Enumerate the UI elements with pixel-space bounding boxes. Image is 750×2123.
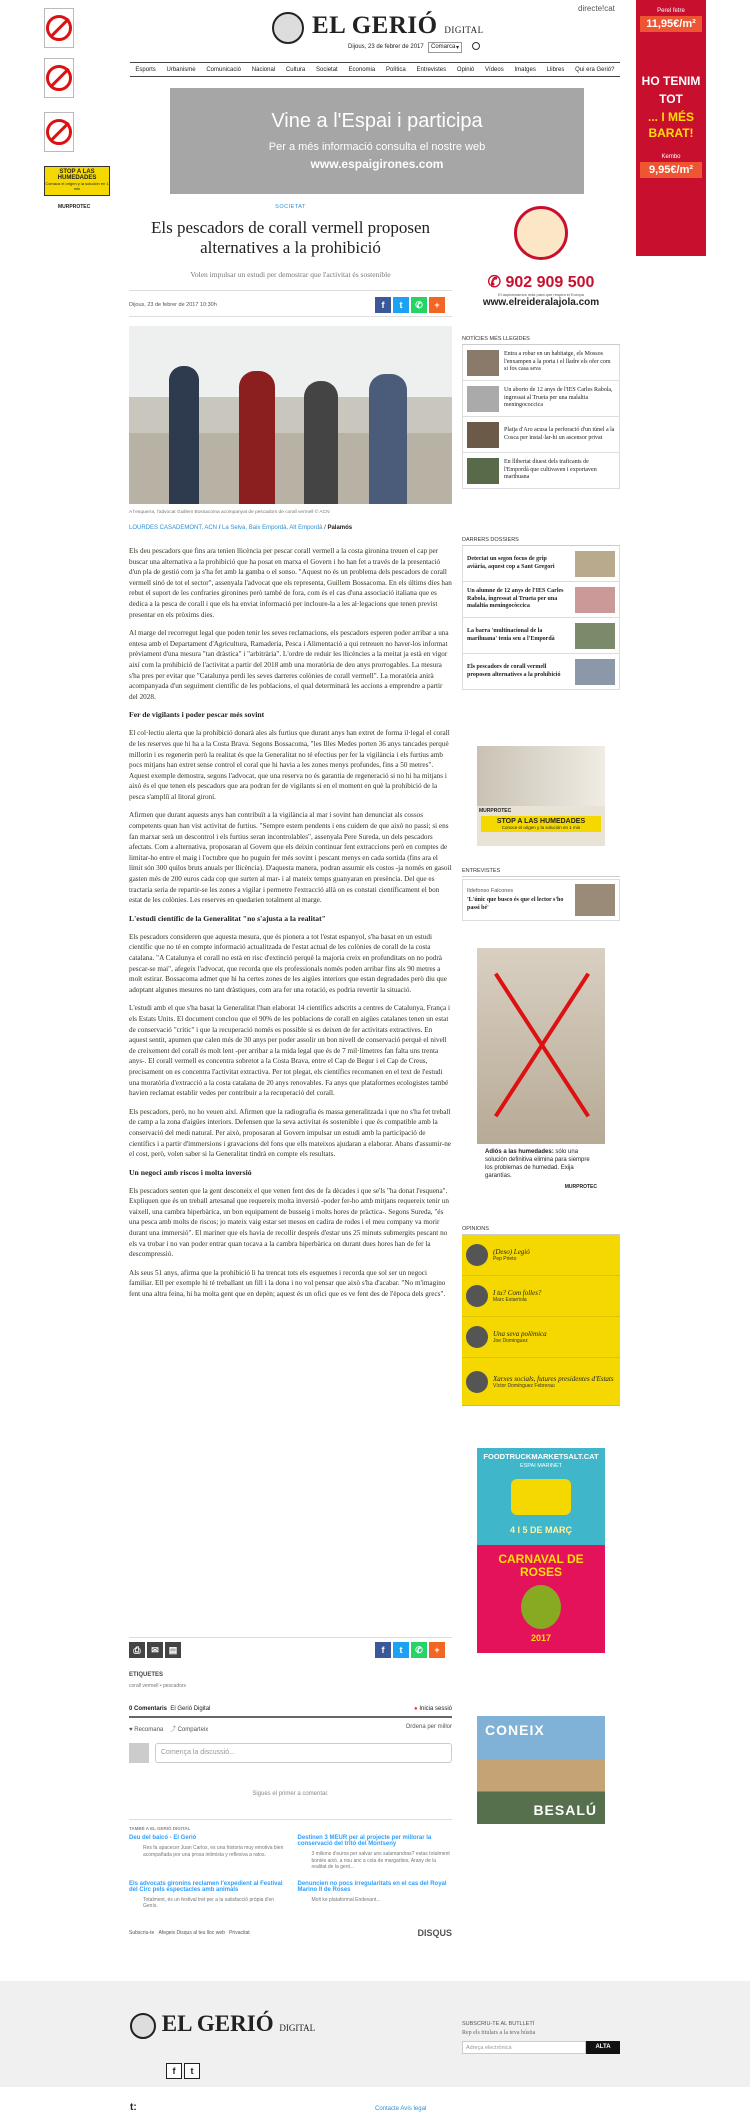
whatsapp-icon[interactable]: ✆ [411, 297, 427, 313]
byline-tags[interactable]: La Selva, Baix Empordà, Alt Empordà [222, 525, 323, 531]
newsletter-sub: Rep els titulars a la teva bústia [462, 2030, 536, 2036]
article-subtitle: Volen impulsar un estudi per demostrar que l'activitat és sostenible [190, 270, 391, 279]
nav-item[interactable]: Esports [135, 66, 156, 73]
ad-humedades-sub: Comaca el origen y la solución en 1 min [45, 181, 109, 191]
interviews [462, 868, 620, 921]
paragraph: Els pescadors senten que la gent desconeix el que venen fent des de fa dècades i que se'ls "ha donat l'esquena". Expliquen que és un treball artesanal que requereix molta inversió -poder fer-ho amb mitjans requereix tenir un vaixell, una cambra hiperbàrica, un bon equipament de busseig i molts hores de pràctica-. Segons Sureda, "és una pesca amb molts de riscos; jo mateix vaig estar set mesos en cadira de rodes i el meu company va morir durant una immersió". El mariner que els havia de recollir després d'estar uns 25 minuts submergits pescant no els va trobar i no van poder entrar quan tocava a la cambra hiperbàrica on durant dues hores han de fer la descompressió. [129, 1186, 449, 1259]
logo-text: EL GERIÓ [312, 12, 438, 39]
sort-dropdown[interactable]: Ordena per millor [405, 1724, 452, 1730]
ad-murprotec-x[interactable] [477, 948, 605, 1208]
ad-humedades-left[interactable] [44, 166, 110, 196]
sidebar-ad-phone[interactable] [462, 206, 620, 314]
comarca-label: Comarca [431, 44, 456, 50]
opinion-title: I tu? Com folles? [493, 1289, 542, 1297]
ad-foodtruck[interactable] [477, 1448, 605, 1556]
opinion-item[interactable] [462, 1317, 620, 1358]
ad-photo [477, 746, 605, 806]
facebook-icon[interactable]: f [375, 1642, 391, 1658]
dossier-item[interactable] [462, 546, 620, 582]
most-read-title: Un aborto de 12 anys de l'IES Carles Rabola, ingressat al Trueta per una malaltia meningococcica [504, 387, 613, 409]
divider [129, 316, 452, 317]
interviews-label: ENTREVISTES [462, 868, 620, 877]
nav-item[interactable]: Qui era Gerió? [575, 66, 615, 73]
recommend-button[interactable]: ♥ Recomana [129, 1727, 164, 1733]
nav-item[interactable]: Política [385, 66, 406, 73]
most-read-item[interactable] [462, 345, 620, 381]
ad-humedades-title: STOP A LAS HUMEDADES [57, 169, 97, 181]
footer-social [166, 2063, 200, 2079]
banner-url: www.espaigirones.com [310, 157, 444, 171]
login-button[interactable] [414, 1706, 452, 1712]
chevron-down-icon: ▾ [455, 45, 459, 51]
avatar [466, 1371, 488, 1393]
ad-besalu[interactable] [477, 1716, 605, 1824]
espai-banner[interactable] [170, 88, 584, 194]
contact-legal-link[interactable]: Contacte Avís legal [375, 2106, 427, 2112]
tags-label: ETIQUETES [129, 1672, 164, 1678]
ad-humedades-sidebar[interactable] [477, 746, 605, 846]
tags-list[interactable]: corall vermell • pescadors [129, 1683, 187, 1689]
also-label: TAMBÉ A EL GERIÓ DIGITAL [129, 1826, 191, 1831]
related-snippet: Res fa apacecer Juan Carlos, es una historia muy emotiva bien acompañada por una prosa intimista y reflexiva a ratos. [143, 1845, 284, 1858]
ad2-sub: Conoce el origen y la solución en 1 min [501, 825, 581, 830]
thumbnail [575, 551, 615, 577]
subscribe-link[interactable]: Subscriu-te [129, 1929, 155, 1936]
ad3-title: Adiós a las humedades: [485, 1149, 554, 1155]
dossiers [462, 537, 620, 690]
paragraph: Afirmen que durant aquests anys han contribuït a la vigilància al mar i sovint han denunciat als cossos competents quan han vist activitat de furtius. "Sempre estem pendents i ens cuidem de que això no passi; si ens fan marxar serà un descontrol i els furtius seran incontrolables", assenyala Pere Sureda, un dels pescadors afectats. Com a alternativa, proposaran al Govern que els deixin continuar fent extraccions però en comptes de limitar-ho entre el maig i l'octubre que ho puguin fer més sovint i pescant menys en cada sortida (fins ara el límit són 300 quilos bruts anuals per llicència). D'aquesta manera, podran assumir els costos -ja només en gasoil gasten més de 200 euros cada cop que surten al mar- i al mateix temps guanyaran en presència. Del que es tractaria seria de repartir-se les zones a vigilar i permetre l'extracció allà on es constati científicament el bon estat de les colònies. Les reserves en quedarien totalment al marge. [129, 811, 452, 905]
thumbnail [575, 659, 615, 685]
dossier-title: La barra 'multinacional de la marihuana' tenia seu a l'Empordà [467, 628, 555, 642]
ad-food-title: FOODTRUCKMARKETSALT.CAT [483, 1452, 599, 1461]
thumbnail [467, 458, 499, 484]
article-photo[interactable] [129, 326, 452, 504]
prohibited-icon [46, 15, 72, 41]
thumbnail [575, 623, 615, 649]
avatar [129, 1743, 149, 1763]
photo-caption: A l'esquerra, l'advocat Guillem Bossacoma acompanyat de pescadors de corall vermell © ACN [129, 510, 330, 515]
print-icon[interactable]: ⎙ [129, 1642, 145, 1658]
paragraph: Al marge del recorregut legal que poden tenir les seves reclamacions, els pescadors esperen poder arribar a una entesa amb el Departament d'Agricultura, Ramaderia, Pesca i Alimentació a qui retreuen no haver-los informat prèviament d'una mesura "tan dràstica" i "arbitrària". L'ordre de reduir les llicències a la meitat ja està en vigor així com la prohibició de l'activitat a partir del 2018 amb una moratòria de deu anys prorrogables. La mesura s'ha pres per evitar que "Catalunya perdi les seves darreres colònies de corall vermell". La moratòria anirà acompanyada d'un seguiment científic de les poblacions, el qual determinarà les accions a emprendre a partir del 2028. [129, 629, 449, 701]
ad3-text [477, 1144, 605, 1184]
search-icon[interactable] [472, 42, 480, 50]
ad-no-sign-1[interactable] [44, 8, 74, 48]
prohibited-icon [46, 119, 72, 145]
plus-share-icon[interactable]: + [429, 1642, 445, 1658]
related-snippet: 3 milions d'euros per salvar uns salamandras? estas totalment boniés això, a nou anc a cola de margarites, Arany de la realitat de la gent... [311, 1851, 450, 1870]
avatar [466, 1244, 488, 1266]
email-input[interactable]: Adreça electrònica [462, 2041, 586, 2054]
recommend-label: Recomana [134, 1727, 164, 1733]
paragraph: El col·lectiu alerta que la prohibició donarà ales als furtius que durant anys han extret de forma il·legal el corall de les reserves que hi ha a la Costa Brava. Segons Bossacoma, "les Illes Medes porten 36 anys tancades perquè millorin i es regenerin però la realitat és que la Generalitat no té efectius per fer la vigilància i els furtius amb pocs mitjans han extret sense control el coral que hi havia a les zones menys profundes, fins a 50 metres". Aquest exemple demostra, segons l'advocat, que una reserva no és garantia de regeneració si no hi ha mitjans i això és el que tenen els pescadors que ara podran fer de vigilants si en el moment en què la prohibició de la pesca s'ampliï al litoral gironí. [129, 729, 450, 801]
thumbnail [467, 350, 499, 376]
share-bar-bottom [375, 1642, 445, 1658]
ad-right-line5: BARAT! [648, 126, 694, 140]
logo-suffix: DIGITAL [444, 25, 484, 35]
ad-phone-sub: El aspiramamos más para que respira el Europa [498, 292, 584, 297]
related-snippet: Molt ke plataformal Endevant... [311, 1896, 381, 1903]
directe-logo[interactable]: directe!cat [578, 4, 615, 13]
opinion-author: Marc Estarriola [493, 1297, 527, 1303]
ad-right-price2: 9,95€/m² [640, 162, 702, 178]
ad2-title: STOP A LAS HUMEDADES [496, 818, 586, 825]
thumbnail [467, 386, 499, 412]
nav-item[interactable]: Llibres [546, 66, 565, 73]
share-button[interactable]: ⤴ Comparteix [169, 1727, 209, 1733]
footer-logo[interactable] [130, 2011, 315, 2039]
privacy-link[interactable]: Privacitat [229, 1929, 250, 1936]
bottom-logo: t: [130, 2102, 137, 2113]
article-body [129, 546, 452, 1308]
ad-no-sign-2[interactable] [44, 58, 74, 98]
ad-emblem [514, 206, 568, 260]
ad-right-price1: 11,95€/m² [640, 16, 702, 32]
ad-phone-text: 902 909 500 [505, 274, 595, 291]
site-header [130, 0, 620, 60]
ad-right-skyscraper[interactable] [636, 0, 706, 256]
most-read-title: Platja d'Aro acusa la perforació d'un túnel a la Cosca per instal·lar-hi un ascensor privat [504, 427, 615, 441]
banner-title: Vine a l'Espai i participa [271, 110, 483, 132]
ad-food-sub: ESPAI MARINET [519, 1463, 563, 1469]
email-icon[interactable]: ✉ [147, 1642, 163, 1658]
twitter-icon[interactable]: t [393, 297, 409, 313]
most-read-item[interactable] [462, 381, 620, 417]
share-label: Comparteix [177, 1727, 209, 1733]
document-icon[interactable]: ▤ [165, 1642, 181, 1658]
avatar [466, 1326, 488, 1348]
plus-share-icon[interactable]: + [429, 297, 445, 313]
person [369, 374, 407, 504]
article-title: Els pescadors de corall vermell proposen alternatives a la prohibició [151, 218, 430, 257]
opinion-author: Pep Prieto [493, 1256, 517, 1262]
opinion-title: (Deso) Legió [493, 1248, 530, 1256]
ad-crossed-image [477, 948, 605, 1144]
person [304, 381, 338, 504]
related-link[interactable]: Deu del balcó - El Gerió [129, 1835, 197, 1841]
paragraph: Els deu pescadors que fins ara tenien llicència per pescar corall vermell a la costa gironina treuen el cap per buscar una alternativa a la prohibició que ha posat en marxa el Govern i ho han fet a través de la presentació d'un pla de gestió com ja s'ha fet amb la gamba o el sonso. "Aquest no és un problema dels pescadors de corall vermell sinó de tot el sector", assenyala l'advocat que els representa, Guillem Bossacoma. En els últims dies han rebut el suport de les confraries gironines però també de fora, com és el cas d'una associació italiana que es dedica a la pesca de corall i que els ha enviat informació per incloure-la a les al·legacions que tenen previst presentar en els pròxims dies. [129, 547, 452, 619]
add-disqus-link[interactable]: Afegeix Disqus al teu lloc web [158, 1929, 225, 1936]
related-snippet: Totalment, és un festival tret per a la satisfacció pròpia d'en Genís. [143, 1896, 275, 1909]
byline-author[interactable]: LOURDES CASADEMONT, ACN [129, 525, 218, 531]
opinion-title: Xarxes socials, futures presidentes d'Estats [493, 1374, 614, 1383]
footer [0, 1981, 750, 2087]
twitter-icon[interactable]: t [393, 1642, 409, 1658]
prohibited-icon [46, 65, 72, 91]
ad-right-line2: HO TENIM [641, 74, 701, 88]
facebook-icon[interactable]: f [166, 2063, 182, 2079]
ad2-banner [481, 816, 601, 832]
footer-logo-text: EL GERIÓ [161, 2011, 274, 2036]
article-section[interactable]: SOCIETAT [275, 204, 306, 210]
nav-item[interactable]: Vídeos [485, 66, 504, 73]
ad-carnaval-year: 2017 [530, 1633, 552, 1643]
main-nav [130, 62, 620, 77]
ad-conex: CONEIX [485, 1722, 545, 1738]
opinions-label: OPINIONS [462, 1226, 620, 1235]
login-label: Inicia sessió [419, 1706, 452, 1712]
nav-item[interactable]: Opinió [456, 66, 475, 73]
byline: LOURDES CASADEMONT, ACN / La Selva, Baix Empordà, Alt Empordà / Palamós [129, 525, 353, 531]
truck-icon [511, 1479, 571, 1515]
comarca-select[interactable] [428, 42, 462, 53]
facebook-icon[interactable]: f [375, 297, 391, 313]
person [239, 371, 275, 504]
most-read [462, 336, 620, 489]
section-heading: L'estudi científic de la Generalitat "no s'ajusta a la realitat" [129, 913, 326, 923]
whatsapp-icon[interactable]: ✆ [411, 1642, 427, 1658]
ad-right-line1: Perel fetre [657, 8, 685, 14]
site-logo[interactable] [312, 12, 484, 40]
thumbnail [575, 587, 615, 613]
thumbnail [575, 884, 615, 916]
ad-carnaval[interactable] [477, 1545, 605, 1653]
ad3-body: sólo una solución definitiva elimina para siempre los problemas de humedad. Exija garantías. [485, 1149, 590, 1179]
avatar [466, 1285, 488, 1307]
section-heading: Fer de vigilants i poder pescar més sovint [129, 710, 265, 720]
interview-item[interactable] [462, 879, 620, 921]
subscribe-button[interactable]: ALTA [586, 2041, 620, 2054]
disqus-logo[interactable]: DISQUS [417, 1927, 452, 1938]
ad-food-date: 4 I 5 DE MARÇ [509, 1525, 572, 1535]
alert-icon: ● [414, 1706, 418, 1712]
ad-carnaval-title: CARNAVAL DE ROSES [498, 1552, 584, 1579]
twitter-icon[interactable]: t [184, 2063, 200, 2079]
most-read-title: Entra a robar en un habitatge, els Mossos l'enxampen a la porta i el lladre els ofer com si fos casa seva [504, 351, 611, 373]
comments-section [129, 1700, 452, 1938]
thumbnail [467, 422, 499, 448]
dossier-item[interactable] [462, 618, 620, 654]
nav-item[interactable]: Imatges [514, 66, 536, 73]
opinion-item[interactable] [462, 1276, 620, 1317]
nav-item[interactable]: Urbanisme [166, 66, 196, 73]
ad-right-line3: TOT [659, 92, 683, 106]
ad-brand-left: MURPROTEC [58, 204, 91, 210]
nav-item[interactable]: Nacional [251, 66, 276, 73]
dossier-title: Un alumne de 12 anys de l'IES Carles Rabola, ingressat al Trueta per una malaltia meningocòccica [467, 588, 564, 610]
opinion-item[interactable] [462, 1358, 620, 1406]
phone-icon: ✆ [487, 274, 501, 291]
footer-logo-suffix: DIGITAL [279, 2023, 316, 2033]
divider [129, 290, 452, 291]
paragraph: Els pescadors consideren que aquesta mesura, que és pionera a tot l'estat espanyol, s'ha basat en un estudi científic que no té en compte informació actualitzada de l'estat actual de les colònies de corall de la costa catalana. "A Catalunya el corall no està en risc d'extinció perquè la majoria creix en profunditats on no podrà pescar-se mai", afegeix l'advocat, que recorda que els professionals només poden arribar fins als 90 metres a molt estirar. Bossacoma admet que hi ha certes zones de les aigües interiors que estan degradades però diu que adoptant algunes mesures no tant dràstiques, com ara fer una rotació, es podria revertir la situació. [129, 932, 447, 994]
opinions [462, 1226, 620, 1406]
comment-input[interactable]: Comença la discussió... [155, 1743, 452, 1763]
comments-count: 0 Comentaris [129, 1706, 168, 1712]
nav-item[interactable]: Comunicació [206, 66, 241, 73]
nav-item[interactable]: Economia [348, 66, 376, 73]
mask-icon [521, 1585, 561, 1629]
nav-item[interactable]: Societat [316, 66, 338, 73]
paragraph: Els pescadors, però, no ho veuen així. Afirmen que la radiografia és massa generalitzada i que no s'ha fet treball de camp a la zona d'aigües interiors. Defensen que la seva activitat és sostenible i que és compatible amb la conservació del medi natural. Per això, proposaran al Govern impulsar un estudi amb la participació de científics i a partir d'immersions i gravacions del fons que ells mateixos ajudaran a elaborar. Abans d'assumir-ne el cost, però, volen saber si la Generalitat tindrà en compte els resultats. [129, 1107, 451, 1159]
comments-site[interactable]: El Gerió Digital [170, 1706, 211, 1712]
header-date: Dijous, 23 de febrer de 2017 [348, 44, 424, 50]
ad3-brand: MURPROTEC [564, 1184, 597, 1190]
byline-place[interactable]: Palamós [327, 525, 353, 531]
divider [129, 1637, 452, 1638]
dossier-title: Detectat un segon focus de grip aviària, aquest cop a Sant Gregori [467, 556, 555, 570]
most-read-item[interactable] [462, 417, 620, 453]
dossiers-label: DARRERS DOSSIERS [462, 537, 620, 546]
most-read-title: En llibertat diuest dels traficants de l'Empordà que cultivaven i exportaven marihuana [504, 459, 597, 481]
ad-phone-url: www.elreideralajola.com [482, 297, 600, 308]
banner-sub: Per a més informació consulta el nostre web [268, 141, 486, 153]
share-bar-top [375, 297, 445, 313]
ad-right-line6: Kembo [661, 154, 681, 160]
ad-right-line4: ... I MÉS [647, 110, 694, 124]
paragraph: L'estudi amb el que s'ha basat la Generalitat l'han elaborat 14 científics adscrits a centres de Catalunya, França i els Estats Units. El document conclou que el 90% de les poblacions de corall en aigües catalanes tenen un estat de conservació "crític" i que la recuperació només es possible si es deixen de fer activitats extractives. En aquest sentit, apunten que calen més de 30 anys per poder assolir un bon nivell de conservació perquè el nivell de creixement del corall és molt lent -per arribar a la mida legal que és de 7 mil·límetres fan falta uns trenta anys-. El corall vermell es concentra sobretot a la Costa Brava, entre el Cap de Begur i el Cap de Creus, precisament on es concentra l'activitat extractiva. Per tot plegat, els científics recomanen en el text de l'estudi una moratòria d'extracció a la costa catalana de 20 anys renovables. Fa anys que plataformes ecologistes també havien reclamat establir vedes per contribuir a la recuperació del corall. [129, 1004, 451, 1098]
first-comment-note: Sigues el primer a comentar. [252, 1791, 329, 1797]
person [169, 366, 199, 504]
dossier-title: Els pescadors de corall vermell proposen alternatives a la prohibició [467, 664, 561, 678]
opinion-item[interactable] [462, 1235, 620, 1276]
tools-bar [129, 1642, 181, 1658]
footer-logo-icon [130, 2013, 156, 2039]
related-link[interactable]: Denuncien no pocs irregularitats en el cas del Royal Marino II de Roses [297, 1880, 447, 1893]
interview-quote: 'L'únic que busco és que el lector s'ho passi bé' [467, 897, 564, 911]
ad2-brand: MURPROTEC [479, 808, 512, 814]
related-link[interactable]: Destinen 3 MEUR per al projecte per millorar la conservació del tritó del Montseny [297, 1835, 432, 1847]
dossier-item[interactable] [462, 654, 620, 690]
most-read-label: NOTÍCIES MÉS LLEGIDES [462, 336, 620, 345]
ad-besalu-label: BESALÚ [533, 1802, 597, 1818]
ad-no-sign-3[interactable] [44, 112, 74, 152]
article-header [129, 204, 452, 279]
opinion-title: Una seva polèmica [493, 1330, 547, 1338]
article-date: Dijous, 23 de febrer de 2017 10:30h [129, 302, 217, 308]
related-link[interactable]: Els advocats gironins reclamen l'expedient al Festival del Circ pels espectacles amb animals [129, 1880, 283, 1893]
newsletter-label: SUBSCRIU-TE AL BUTLLETÍ [462, 2021, 535, 2027]
dossier-item[interactable] [462, 582, 620, 618]
logo-head-icon [272, 12, 304, 44]
paragraph: Als seus 51 anys, afirma que la prohibició li ha trencat tots els esquemes i recorda que sol ser un negoci familiar. Ell per exemple hi té treballant un fill i la dona i no vol pensar que això s'ha d'acabar. "No m'imagino fent una altra feina, hi ha molta gent que en depèn; aquest és un ofici que es ve fent des de l'època dels grecs". [129, 1268, 446, 1299]
section-heading: Un negoci amb riscos i molta inversió [129, 1167, 252, 1177]
nav-item[interactable]: Cultura [285, 66, 306, 73]
opinion-author: Víctor Domínguez Febrerau [493, 1382, 555, 1389]
interview-name: Ildefonso Falcones [467, 888, 514, 894]
most-read-item[interactable] [462, 453, 620, 489]
opinion-author: Joe Dominguez [493, 1338, 528, 1344]
nav-item[interactable]: Entrevistes [416, 66, 447, 73]
ad-phone-number [462, 272, 620, 292]
